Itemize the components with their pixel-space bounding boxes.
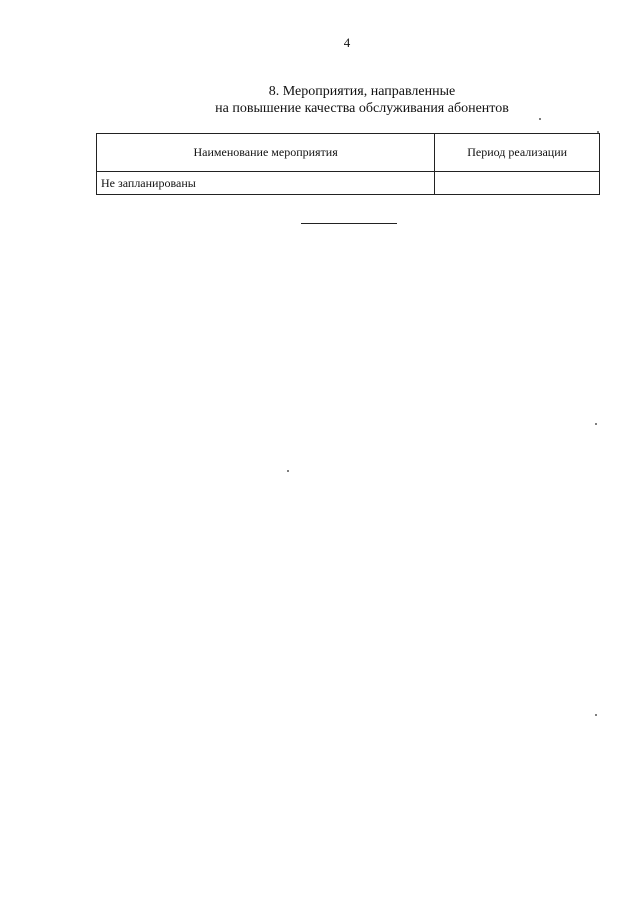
column-header-event-name: Наименование мероприятия: [97, 134, 435, 172]
scan-speck: [539, 118, 541, 120]
separator-line: [301, 223, 397, 224]
column-header-period: Период реализации: [435, 134, 600, 172]
table-cell-event-name: Не запланированы: [97, 172, 435, 195]
table-cell-period: [435, 172, 600, 195]
scan-speck: [595, 714, 597, 716]
scan-speck: [287, 470, 289, 472]
table-row: [97, 172, 600, 195]
section-heading: [0, 83, 640, 117]
scan-speck: [597, 131, 599, 133]
scan-speck: [595, 423, 597, 425]
events-table: [96, 133, 600, 195]
section-title-line-1: 8. Мероприятия, направленные: [268, 84, 456, 99]
page-number: 4: [343, 35, 351, 50]
table-header-row: [97, 134, 600, 172]
section-title-line-2: на повышение качества обслуживания абонентов: [215, 101, 509, 116]
